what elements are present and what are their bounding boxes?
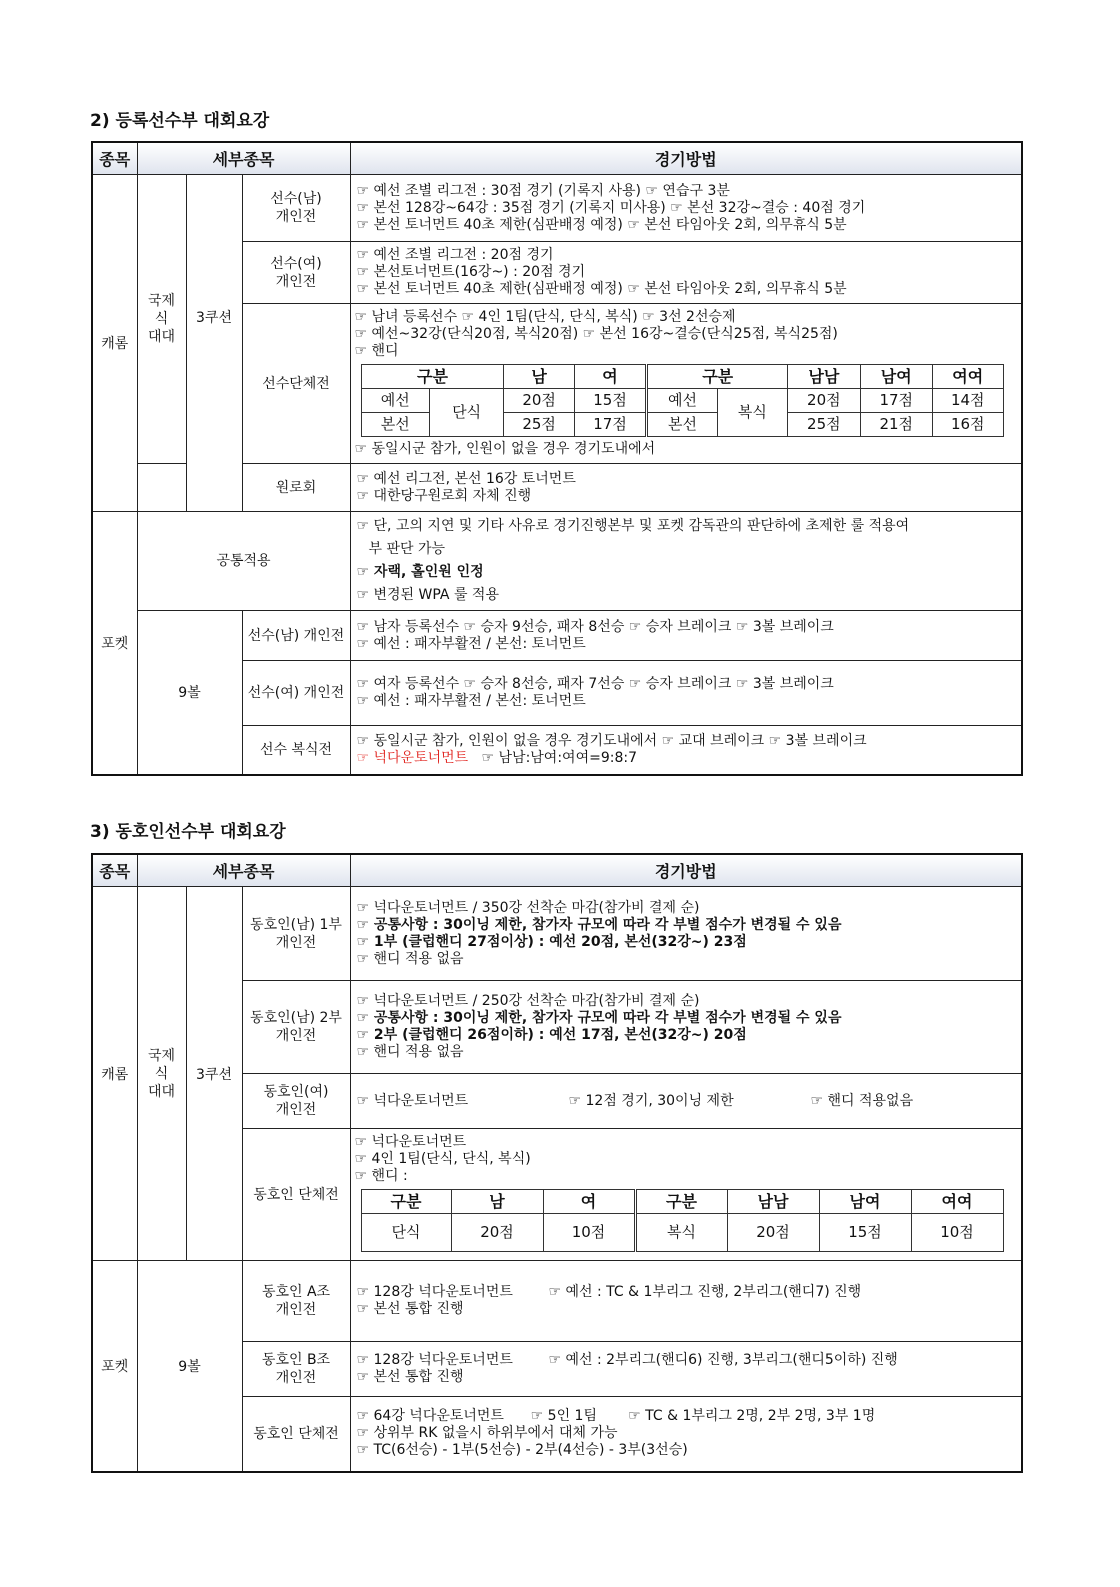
table-row	[92, 1261, 1022, 1342]
table-header	[92, 854, 1022, 887]
method-amateur-team: ☞ 넉다운토너먼트 ☞ 4인 1팀(단식, 단식, 복식) ☞ 핸디 : 구분 남 여 구분 남남 남여 여여 단식 20점 10점 복식 20점 15점 10점	[350, 1129, 1022, 1261]
event-amateur-b: 동호인 B조 개인전	[242, 1342, 350, 1397]
section-3-title: 3) 동호인선수부 대회요강	[90, 822, 286, 842]
table-row	[92, 887, 1022, 981]
sport-pocket: 포켓	[92, 1261, 137, 1472]
event-senior: 원로회	[242, 464, 350, 512]
method-amateur-b: ☞ 128강 넉다운토너먼트 ☞ 예선 : 2부리그(핸디6) 진행, 3부리그(핸디5이하) 진행 ☞ 본선 통합 진행	[350, 1342, 1022, 1397]
method-pocket-doubles: ☞ 동일시군 참가, 인원이 없을 경우 경기도내에서 ☞ 교대 브레이크 ☞ 3볼 브레이크 ☞ 넉다운토너먼트 ☞ 남남:남여:여여=9:8:7	[350, 726, 1022, 775]
method-amateur-men-2: ☞ 넉다운토너먼트 / 250강 선착순 마감(참가비 결제 순) ☞ 공통사항 : 30이닝 제한, 참가자 규모에 따라 각 부별 점수가 변경될 수 있음 ☞ 2부 (클럽핸디 26점이하) : 예선 17점, 본선(32강~) 20점 ☞ 핸디 적용 없음	[350, 981, 1022, 1074]
pocket-ball: 9볼	[137, 1261, 242, 1472]
event-team: 선수단체전	[242, 304, 350, 464]
pocket-ball: 9볼	[137, 611, 242, 775]
method-pocket-women: ☞ 여자 등록선수 ☞ 승자 8선승, 패자 7선승 ☞ 승자 브레이크 ☞ 3볼 브레이크 ☞ 예선 : 패자부활전 / 본선: 토너먼트	[350, 661, 1022, 726]
method-pocket-men: ☞ 남자 등록선수 ☞ 승자 9선승, 패자 8선승 ☞ 승자 브레이크 ☞ 3볼 브레이크 ☞ 예선 : 패자부활전 / 본선: 토너먼트	[350, 611, 1022, 661]
header-sport: 종목	[92, 142, 137, 175]
amateur-handicap-table: 구분 남 여 구분 남남 남여 여여 단식 20점 10점 복식 20점 15점 10점	[361, 1189, 1004, 1252]
event-women-individual: 선수(여) 개인전	[242, 242, 350, 304]
method-amateur-pocket-team: ☞ 64강 넉다운토너먼트 ☞ 5인 1팀 ☞ TC & 1부리그 2명, 2부 2명, 3부 1명 ☞ 상위부 RK 없을시 하위부에서 대체 가능 ☞ TC(6선승) - 1부(5선승) - 2부(4선승) - 3부(3선승)	[350, 1397, 1022, 1472]
header-detail: 세부종목	[137, 854, 350, 887]
method-amateur-women: ☞ 넉다운토너먼트 ☞ 12점 경기, 30이닝 제한 ☞ 핸디 적용없음	[350, 1074, 1022, 1129]
sport-pocket: 포켓	[92, 512, 137, 775]
method-men-individual: ☞ 예선 조별 리그전 : 30점 경기 (기록지 사용) ☞ 연습구 3분 ☞ 본선 128강~64강 : 35점 경기 (기록지 미사용) ☞ 본선 32강~결승 : 40점 경기 ☞ 본선 토너먼트 40초 제한(심판배정 예정) ☞ 본선 타임아웃 2회, 의무휴식 5분	[350, 175, 1022, 242]
table-row	[92, 512, 1022, 611]
header-method: 경기방법	[350, 142, 1022, 175]
header-detail: 세부종목	[137, 142, 350, 175]
table-type: 국제 식 대대	[137, 887, 186, 1261]
sport-carom: 캐롬	[92, 175, 137, 512]
handicap-table: 구분 남 여 구분 남남 남여 여여 예선 단식 20점 15점 예선 복식 20점 17점 14점 본선 25점 17점 본선 25점 21점 16점	[361, 364, 1004, 437]
method-common: ☞ 단, 고의 지연 및 기타 사유로 경기진행본부 및 포켓 감독관의 판단하에 초제한 룰 적용여 부 판단 가능 ☞ 자랙, 홀인원 인정 ☞ 변경된 WPA 룰 적용	[350, 512, 1022, 611]
cushion-type: 3쿠션	[186, 887, 242, 1261]
registered-players-table	[91, 141, 1023, 776]
table-row	[92, 611, 1022, 661]
event-amateur-team: 동호인 단체전	[242, 1129, 350, 1261]
event-amateur-women: 동호인(여) 개인전	[242, 1074, 350, 1129]
event-men-individual: 선수(남) 개인전	[242, 175, 350, 242]
event-common: 공통적용	[137, 512, 350, 611]
table-type: 국제 식 대대	[137, 175, 186, 464]
event-amateur-men-2: 동호인(남) 2부 개인전	[242, 981, 350, 1074]
sport-carom: 캐롬	[92, 887, 137, 1261]
table-header	[92, 142, 1022, 175]
header-method: 경기방법	[350, 854, 1022, 887]
method-women-individual: ☞ 예선 조별 리그전 : 20점 경기 ☞ 본선토너먼트(16강~) : 20점 경기 ☞ 본선 토너먼트 40초 제한(심판배정 예정) ☞ 본선 타임아웃 2회, 의무휴식 5분	[350, 242, 1022, 304]
method-senior: ☞ 예선 리그전, 본선 16강 토너먼트 ☞ 대한당구원로회 자체 진행	[350, 464, 1022, 512]
table-row	[92, 175, 1022, 242]
event-pocket-doubles: 선수 복식전	[242, 726, 350, 775]
event-pocket-women: 선수(여) 개인전	[242, 661, 350, 726]
method-amateur-a: ☞ 128강 넉다운토너먼트 ☞ 예선 : TC & 1부리그 진행, 2부리그(핸디7) 진행 ☞ 본선 통합 진행	[350, 1261, 1022, 1342]
cushion-type: 3쿠션	[186, 175, 242, 512]
method-amateur-men-1: ☞ 넉다운토너먼트 / 350강 선착순 마감(참가비 결제 순) ☞ 공통사항 : 30이닝 제한, 참가자 규모에 따라 각 부별 점수가 변경될 수 있음 ☞ 1부 (클럽핸디 27점이상) : 예선 20점, 본선(32강~) 23점 ☞ 핸디 적용 없음	[350, 887, 1022, 981]
event-amateur-pocket-team: 동호인 단체전	[242, 1397, 350, 1472]
header-sport: 종목	[92, 854, 137, 887]
event-amateur-a: 동호인 A조 개인전	[242, 1261, 350, 1342]
amateur-players-table	[91, 853, 1023, 1473]
event-amateur-men-1: 동호인(남) 1부 개인전	[242, 887, 350, 981]
section-2-title: 2) 등록선수부 대회요강	[90, 111, 270, 131]
event-pocket-men: 선수(남) 개인전	[242, 611, 350, 661]
method-team: ☞ 남녀 등록선수 ☞ 4인 1팀(단식, 단식, 복식) ☞ 3선 2선승제 ☞ 예선~32강(단식20점, 복식20점) ☞ 본선 16강~결승(단식25점, 복식25점) ☞ 핸디 구분 남 여 구분 남남 남여 여여 예선 단식 20점 15점 예선 복식 20점 17점 14점 본선 25점 17점 본선 25점 21점 16점 ☞ 동일시군 참가, 인원이 없을 경우 경기도내에서	[350, 304, 1022, 464]
